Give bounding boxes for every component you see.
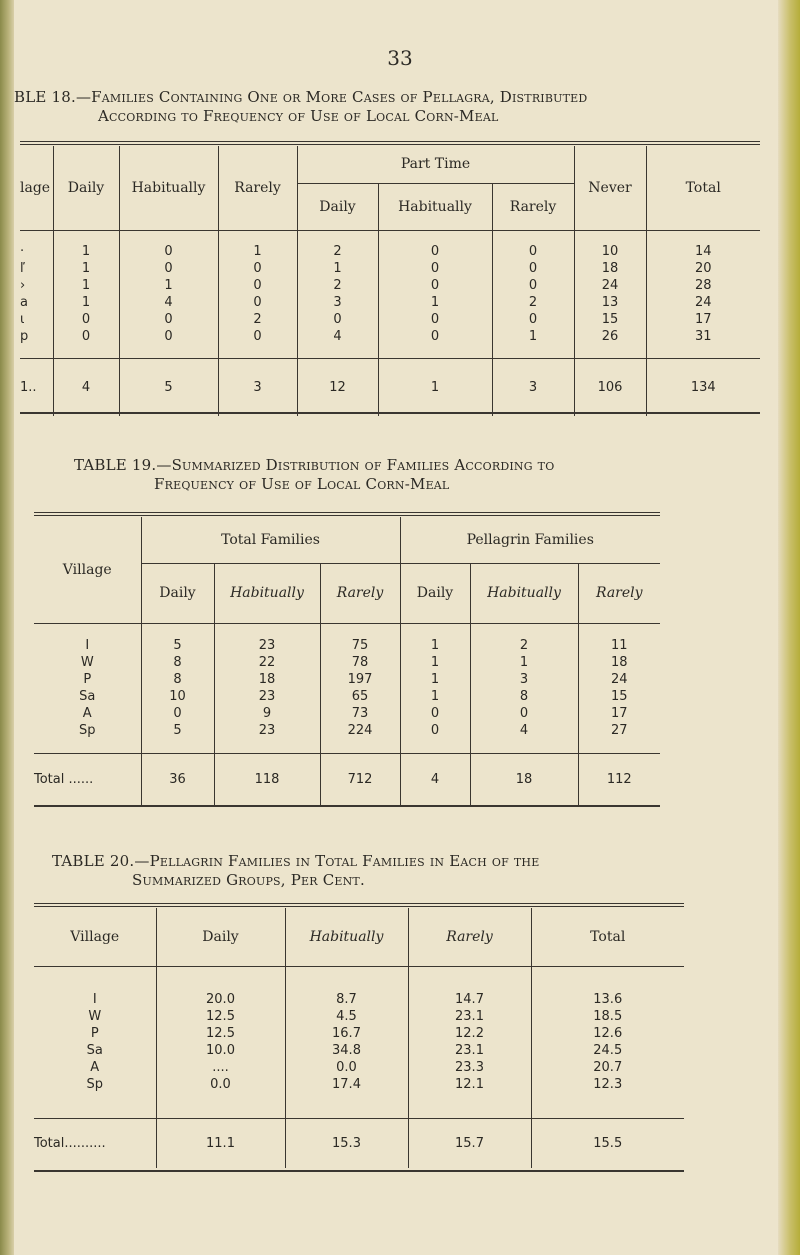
table19-village: Sp — [78, 723, 96, 738]
table20-cell: 23.1 — [455, 1043, 484, 1058]
table20-header-village: Village — [34, 908, 156, 966]
table19-cell: 1 — [430, 672, 440, 687]
table20-header-total: Total — [531, 908, 684, 966]
table18-cell: 0 — [164, 244, 173, 259]
table19-cell: 5 — [173, 723, 182, 738]
table19-cell: 10 — [169, 689, 186, 704]
table18-cell: 26 — [601, 329, 619, 344]
table18-header-col0: lage — [20, 146, 53, 230]
table19-cell: 1 — [430, 655, 440, 670]
table18-header-never: Never — [574, 146, 646, 230]
table20-cell: .... — [212, 1060, 229, 1075]
table18-cell: 2 — [333, 244, 342, 259]
table20-village: Sp — [86, 1077, 103, 1092]
table19-total-cell: 18 — [470, 753, 578, 805]
table18-cell: 2 — [333, 278, 342, 293]
table18-header-rarely: Rarely — [218, 146, 297, 230]
table18-total-cell: 4 — [53, 358, 119, 416]
table19-header-pellagrin-habitually: Habitually — [470, 563, 578, 623]
table18-cell: 24 — [694, 295, 712, 310]
table18-cell: 15 — [601, 312, 619, 327]
table18-cell: 17 — [694, 312, 712, 327]
table20-village: P — [90, 1026, 99, 1041]
table18-cell: 0 — [528, 312, 538, 327]
table18-row-label: ι — [20, 312, 25, 327]
table20-col-rarely — [408, 966, 531, 1118]
table18-cell: 0 — [81, 312, 91, 327]
table18-cell: 1 — [528, 329, 538, 344]
table18-header-habitually: Habitually — [119, 146, 218, 230]
table19-cell: 11 — [610, 638, 628, 653]
table20-cell: 20.7 — [593, 1060, 623, 1075]
table18-row-label: › — [20, 278, 26, 293]
table20-cell: 24.5 — [593, 1043, 623, 1058]
table19-col-total-daily — [141, 623, 214, 753]
table20-col-habitually — [285, 966, 408, 1118]
table19-village: A — [82, 706, 92, 721]
table19-col-pellagrin-daily — [400, 623, 470, 753]
table18-total-cell: 12 — [297, 358, 378, 416]
table18-header-pt-rarely: Rarely — [492, 183, 574, 230]
table19-cell: 1 — [430, 689, 440, 704]
table18-total-cell: 3 — [492, 358, 574, 416]
table20-cell: 4.5 — [336, 1009, 357, 1024]
table18-cell: 2 — [528, 295, 538, 310]
table19-caption-line1: TABLE 19.—Summarized Distribution of Families According to — [74, 456, 555, 474]
table20-cell: 12.1 — [455, 1077, 484, 1092]
table18-total-cell: 106 — [574, 358, 646, 416]
table19-cell: 8 — [519, 689, 529, 704]
table18-cell: 0 — [430, 261, 440, 276]
table19-cell: 27 — [610, 723, 628, 738]
table20-col-village — [34, 966, 156, 1118]
table19-cell: 24 — [610, 672, 628, 687]
table18-total-label: 1.. — [20, 358, 53, 416]
table20-cell: 17.4 — [332, 1077, 361, 1092]
table19-cell: 0 — [519, 706, 529, 721]
table19-cell: 22 — [258, 655, 276, 670]
table19-cell: 23 — [258, 689, 276, 704]
table20-cell: 12.5 — [206, 1026, 235, 1041]
table18-cell: 31 — [694, 329, 712, 344]
table20-top-rule — [34, 903, 684, 904]
table18-total-cell: 1 — [378, 358, 492, 416]
table18-row-label: a — [20, 295, 28, 310]
table18-cell: 4 — [164, 295, 173, 310]
table19-total-cell: 712 — [320, 753, 400, 805]
table18-col-pt-rarely — [492, 230, 574, 358]
table18-cell: 1 — [164, 278, 173, 293]
table19-cell: 73 — [351, 706, 369, 721]
table20-bottom-rule — [34, 1170, 684, 1172]
table20-total-cell: 11.1 — [156, 1118, 285, 1168]
table18-total-cell: 3 — [218, 358, 297, 416]
table19-header-rarely: Rarely — [320, 563, 400, 623]
table18-col-rarely — [218, 230, 297, 358]
table20-total-cell: 15.5 — [593, 1135, 623, 1151]
table18-cell: 0 — [430, 312, 440, 327]
table20-cell: 12.5 — [206, 1009, 235, 1024]
table19-cell: 1 — [430, 638, 440, 653]
table19-village: P — [83, 672, 92, 687]
table18-cell: 0 — [333, 312, 342, 327]
table20-cell: 12.6 — [593, 1026, 623, 1041]
table20-cell: 0.0 — [336, 1060, 357, 1075]
table20-header-rarely: Rarely — [408, 908, 531, 966]
table20-cell: 16.7 — [332, 1026, 361, 1041]
table20-cell: 12.2 — [455, 1026, 484, 1041]
table19-cell: 78 — [351, 655, 369, 670]
table18-cell: 0 — [430, 278, 440, 293]
table19-top-rule-2 — [34, 515, 660, 516]
table18-cell: 0 — [81, 329, 91, 344]
table19-village: Sa — [79, 689, 96, 704]
table18-col-pt-daily — [297, 230, 378, 358]
table19-cell: 5 — [173, 638, 182, 653]
page-number: 33 — [387, 46, 413, 70]
table19-cell: 3 — [519, 672, 529, 687]
table19-cell: 0 — [430, 723, 440, 738]
table18-cell: 0 — [430, 329, 440, 344]
table20-caption — [52, 852, 752, 890]
table18-cell: 0 — [253, 278, 262, 293]
table19-col-total-habitually — [214, 623, 320, 753]
table20-cell: 0.0 — [210, 1077, 231, 1092]
table19-total-cell: 118 — [214, 753, 320, 805]
table18-cell: 1 — [81, 244, 91, 259]
table19-cell: 197 — [347, 672, 373, 687]
table18-row-label: · — [20, 244, 25, 259]
table20-cell: 20.0 — [206, 992, 235, 1007]
table19-village: W — [80, 655, 94, 670]
table20-village: Sa — [86, 1043, 103, 1058]
table18-cell: 1 — [81, 295, 91, 310]
table18-cell: 13 — [601, 295, 619, 310]
table18-cell: 1 — [333, 261, 342, 276]
table18-cell: 1 — [81, 261, 91, 276]
table20-top-rule-2 — [34, 906, 684, 907]
table18 — [20, 146, 760, 416]
table19-bottom-rule — [34, 805, 660, 807]
table19-cell: 8 — [173, 672, 182, 687]
table19-caption — [74, 456, 774, 494]
table18-cell: 1 — [430, 295, 440, 310]
table20-col-daily — [156, 966, 285, 1118]
table19-cell: 0 — [173, 706, 182, 721]
table18-cell: 0 — [528, 278, 538, 293]
table18-cell: 0 — [430, 244, 440, 259]
table19-cell: 2 — [519, 638, 529, 653]
table18-col-daily — [53, 230, 119, 358]
table19-cell: 17 — [610, 706, 628, 721]
table18-cell: 0 — [253, 329, 262, 344]
table20-cell: 23.3 — [455, 1060, 484, 1075]
table18-header-pt-habitually: Habitually — [378, 183, 492, 230]
table19-cell: 9 — [262, 706, 272, 721]
table18-cell: 0 — [164, 329, 173, 344]
table20-caption-line2: Summarized Groups, Per Cent. — [132, 871, 365, 889]
table19-header-habitually: Habitually — [214, 563, 320, 623]
table20 — [34, 908, 684, 1168]
table18-caption — [14, 88, 774, 126]
table19-total-cell: 112 — [606, 771, 632, 787]
table19-village: I — [85, 638, 90, 653]
table20-total-cell: 15.7 — [408, 1118, 531, 1168]
table20-cell: 8.7 — [336, 992, 357, 1007]
table20-cell: 23.1 — [455, 1009, 484, 1024]
table19-header-pellagrin-daily: Daily — [400, 563, 470, 623]
book-spine-shadow — [0, 0, 14, 1255]
table18-cell: 0 — [253, 295, 262, 310]
table18-caption-line1: BLE 18.—Families Containing One or More Cases of Pellagra, Distributed — [14, 88, 588, 106]
table19-cell: 65 — [351, 689, 369, 704]
table18-cell: 0 — [528, 244, 538, 259]
table19-cell: 8 — [173, 655, 182, 670]
table18-cell: 14 — [694, 244, 712, 259]
table20-total-cell: 15.3 — [285, 1118, 408, 1168]
table20-header-daily: Daily — [156, 908, 285, 966]
table18-cell: 4 — [333, 329, 342, 344]
table18-header-daily: Daily — [53, 146, 119, 230]
table19 — [34, 517, 660, 805]
table18-caption-line2: According to Frequency of Use of Local Corn-Meal — [98, 107, 499, 125]
table19-cell: 75 — [351, 638, 369, 653]
table19-cell: 224 — [347, 723, 373, 738]
table20-total-label: Total.......... — [34, 1118, 156, 1168]
table18-cell: 24 — [601, 278, 619, 293]
table18-row-label: p — [20, 329, 29, 344]
table19-header-pellagrin-families: Pellagrin Families — [400, 517, 660, 563]
table18-header-pt-daily: Daily — [297, 183, 378, 230]
table19-col-village — [34, 623, 141, 753]
table20-village: W — [88, 1009, 102, 1024]
table20-caption-line1: TABLE 20.—Pellagrin Families in Total Families in Each of the — [52, 852, 540, 870]
table18-row-label: ľ — [20, 261, 25, 276]
table18-cell: 3 — [333, 295, 342, 310]
table19-cell: 23 — [258, 638, 276, 653]
table19-caption-line2: Frequency of Use of Local Corn-Meal — [154, 475, 450, 493]
table19-header-pellagrin-rarely: Rarely — [578, 563, 660, 623]
table18-cell: 0 — [164, 261, 173, 276]
table18-col-total — [646, 230, 760, 358]
table19-cell: 15 — [610, 689, 628, 704]
table20-cell: 18.5 — [593, 1009, 623, 1024]
table19-cell: 23 — [258, 723, 276, 738]
table19-col-total-rarely — [320, 623, 400, 753]
table18-top-rule — [20, 141, 760, 142]
table19-cell: 0 — [430, 706, 440, 721]
table18-cell: 10 — [601, 244, 619, 259]
table19-total-cell: 4 — [400, 753, 470, 805]
table18-row-labels — [20, 230, 53, 358]
table20-village: I — [92, 992, 97, 1007]
table19-top-rule — [34, 512, 660, 513]
page-edge — [778, 0, 800, 1255]
table18-col-habitually — [119, 230, 218, 358]
table18-cell: 0 — [528, 261, 538, 276]
table20-header-habitually: Habitually — [285, 908, 408, 966]
table19-header-total-families: Total Families — [141, 517, 400, 563]
table18-header-total: Total — [646, 146, 760, 230]
table18-bottom-rule — [20, 412, 760, 414]
table20-village: A — [90, 1060, 100, 1075]
table19-col-pellagrin-habitually — [470, 623, 578, 753]
table20-cell: 13.6 — [593, 992, 623, 1007]
table19-total-label: Total ...... — [34, 753, 141, 805]
table18-col-pt-habitually — [378, 230, 492, 358]
table20-cell: 12.3 — [593, 1077, 623, 1092]
table19-cell: 4 — [519, 723, 529, 738]
table18-cell: 0 — [164, 312, 173, 327]
table18-cell: 0 — [253, 261, 262, 276]
table18-total-cell: 5 — [119, 358, 218, 416]
table19-cell: 1 — [519, 655, 529, 670]
table18-col-never — [574, 230, 646, 358]
table18-header-part-time: Part Time — [297, 146, 574, 183]
table19-col-pellagrin-rarely — [578, 623, 660, 753]
table18-cell: 2 — [253, 312, 262, 327]
table19-header-village: Village — [34, 517, 141, 623]
table18-total-cell: 134 — [690, 379, 716, 395]
table18-cell: 28 — [694, 278, 712, 293]
table18-cell: 18 — [601, 261, 619, 276]
table18-cell: 1 — [81, 278, 91, 293]
table19-cell: 18 — [258, 672, 276, 687]
table20-cell: 34.8 — [332, 1043, 361, 1058]
table19-total-cell: 36 — [141, 753, 214, 805]
table20-col-total — [531, 966, 684, 1118]
table19-cell: 18 — [610, 655, 628, 670]
table20-cell: 10.0 — [206, 1043, 235, 1058]
table18-cell: 20 — [694, 261, 712, 276]
table18-cell: 1 — [253, 244, 262, 259]
table18-top-rule-2 — [20, 144, 760, 145]
table19-header-daily: Daily — [141, 563, 214, 623]
table20-cell: 14.7 — [455, 992, 484, 1007]
